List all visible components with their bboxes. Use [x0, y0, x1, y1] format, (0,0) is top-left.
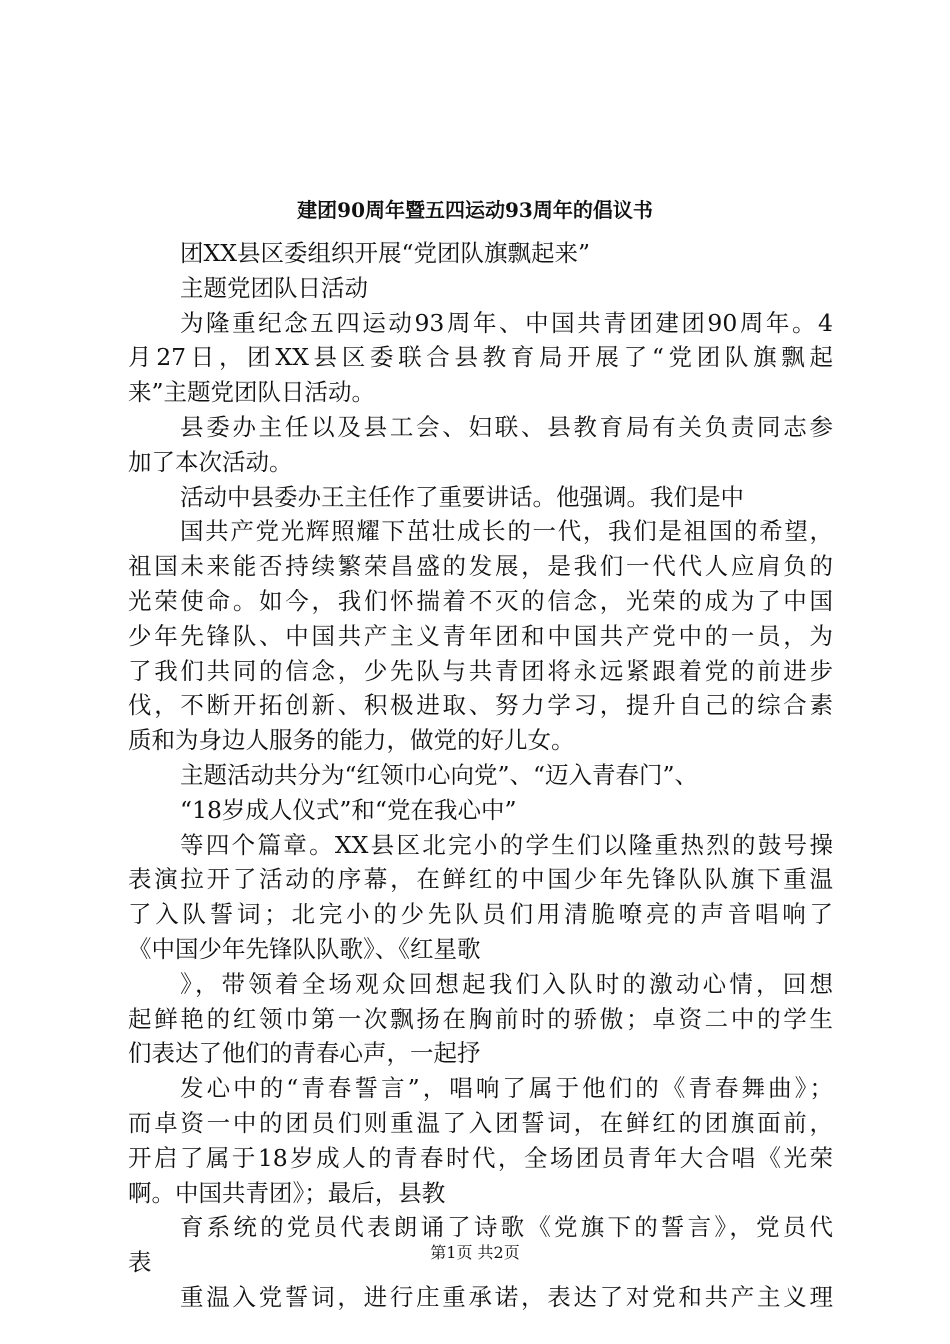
text-line: 重温入党誓词，进行庄重承诺，表达了对党和共产主义理	[180, 1282, 833, 1311]
text-line: 表	[128, 1248, 152, 1277]
text-line: 啊。中国共青团》；最后，县教	[128, 1178, 446, 1207]
text-line: 们表达了他们的青春心声，一起抒	[128, 1039, 481, 1068]
text-line: 活动中县委办王主任作了重要讲话。他强调。我们是中	[180, 482, 744, 511]
text-line: 主题活动共分为“红领巾心向党”、“迈入青春门”、	[180, 760, 699, 789]
body-text	[128, 236, 833, 1315]
text-line: 而卓资一中的团员们则重温了入团誓词，在鲜红的团旗面前，	[128, 1108, 833, 1137]
text-line: 发心中的“青春誓言”，唱响了属于他们的《青春舞曲》；	[180, 1074, 833, 1103]
text-line: 质和为身边人服务的能力，做党的好儿女。	[128, 726, 575, 755]
text-line: 国共产党光辉照耀下茁壮成长的一代，我们是祖国的希望，	[180, 517, 833, 546]
text-line: 了我们共同的信念，少先队与共青团将永远紧跟着党的前进步	[128, 656, 833, 685]
text-line: 月27日，团XX县区委联合县教育局开展了“党团队旗飘起	[128, 343, 833, 372]
text-line: 来”主题党团队日活动。	[128, 378, 376, 407]
text-line: 起鲜艳的红领巾第一次飘扬在胸前时的骄傲；卓资二中的学生	[128, 1004, 833, 1033]
text-line: 伐，不断开拓创新、积极进取、努力学习，提升自己的综合素	[128, 691, 833, 720]
text-line: 县委办主任以及县工会、妇联、县教育局有关负责同志参	[180, 412, 833, 441]
text-line: 等四个篇章。XX县区北完小的学生们以隆重热烈的鼓号操	[180, 830, 833, 859]
text-line: 《中国少年先锋队队歌》、《红星歌	[128, 934, 481, 963]
text-line: 了入队誓词；北完小的少先队员们用清脆嘹亮的声音唱响了	[128, 900, 833, 929]
text-line: 祖国未来能否持续繁荣昌盛的发展，是我们一代代人应肩负的	[128, 552, 833, 581]
document-title: 建团90周年暨五四运动93周年的倡议书	[297, 198, 653, 222]
text-line: 主题党团队日活动	[180, 273, 368, 302]
text-line: 为隆重纪念五四运动93周年、中国共青团建团90周年。4	[180, 308, 833, 337]
text-line: 光荣使命。如今，我们怀揣着不灭的信念，光荣的成为了中国	[128, 586, 833, 615]
text-line: 》，带领着全场观众回想起我们入队时的激动心情，回想	[180, 969, 833, 998]
text-line: 少年先锋队、中国共产主义青年团和中国共产党中的一员，为	[128, 621, 833, 650]
text-line: 表演拉开了活动的序幕，在鲜红的中国少年先锋队队旗下重温	[128, 865, 833, 894]
text-line: 团XX县区委组织开展“党团队旗飘起来”	[180, 239, 590, 267]
text-line: “18岁成人仪式”和“党在我心中”	[180, 795, 517, 824]
text-line: 加了本次活动。	[128, 447, 293, 476]
text-line: 育系统的党员代表朗诵了诗歌《党旗下的誓言》，党员代	[180, 1213, 833, 1242]
page-footer: 第1页 共2页	[430, 1243, 520, 1262]
text-line: 开启了属于18岁成人的青春时代，全场团员青年大合唱《光荣	[128, 1143, 833, 1172]
